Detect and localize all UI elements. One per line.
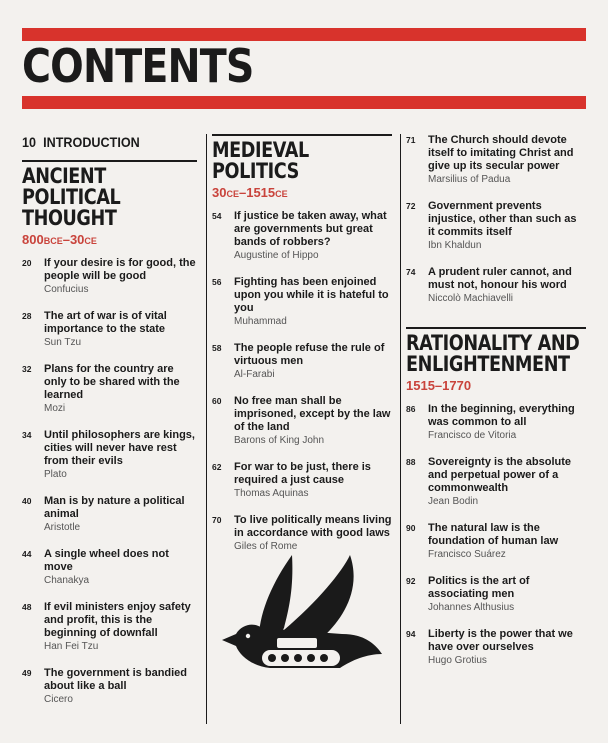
- toc-introduction[interactable]: 10 INTRODUCTION: [22, 134, 140, 150]
- page-number: 58: [212, 343, 222, 353]
- entry-list: [22, 257, 197, 706]
- page-number: 20: [22, 258, 32, 268]
- entry-author: Al-Farabi: [234, 369, 275, 380]
- page-number: 34: [22, 430, 32, 440]
- dove-wing-right: [284, 555, 354, 638]
- entry-author: Hugo Grotius: [428, 655, 487, 666]
- page-number: 70: [212, 515, 222, 525]
- column-ancient: [22, 134, 197, 720]
- section-header-medieval: [212, 134, 392, 200]
- entry-quote: If your desire is for good, the people will be good: [44, 257, 196, 282]
- page-number: 54: [212, 211, 222, 221]
- entry-author: Mozi: [44, 403, 66, 414]
- page-number: 32: [22, 364, 32, 374]
- entry-author: Muhammad: [234, 316, 287, 327]
- toc-entry[interactable]: [406, 522, 586, 561]
- entry-quote: The government is bandied about like a ball: [44, 667, 188, 692]
- page-title: CONTENTS: [22, 39, 254, 93]
- column-medieval: [212, 134, 392, 567]
- entry-quote: Man is by nature a political animal: [44, 495, 185, 520]
- entry-author: Francisco de Vitoria: [428, 430, 517, 441]
- bottom-red-bar: [22, 96, 586, 109]
- dove-eye: [246, 634, 250, 638]
- entry-author: Sun Tzu: [44, 337, 82, 348]
- toc-entry[interactable]: [22, 363, 197, 415]
- section-header-enlightenment: [406, 327, 586, 393]
- page-number: 40: [22, 496, 32, 506]
- entry-author: Chanakya: [44, 575, 90, 586]
- entry-author: Plato: [44, 469, 67, 480]
- page-number: 74: [406, 267, 416, 277]
- toc-entry[interactable]: [212, 342, 392, 381]
- entry-quote: The natural law is the foundation of human law: [428, 522, 559, 547]
- entry-quote: For war to be just, there is required a just cause: [234, 461, 371, 486]
- page-number: 60: [212, 396, 222, 406]
- entry-author: Giles of Rome: [234, 541, 298, 552]
- entry-author: Ibn Khaldun: [428, 240, 482, 251]
- column-divider: [400, 134, 401, 724]
- entry-quote: Plans for the country are only to be shared with the learned: [44, 363, 180, 401]
- toc-entry[interactable]: [22, 667, 197, 706]
- entry-quote: Politics is the art of associating men: [428, 575, 530, 600]
- entry-author: Marsilius of Padua: [428, 174, 511, 185]
- toc-entry[interactable]: [406, 266, 586, 305]
- entry-author: Francisco Suárez: [428, 549, 506, 560]
- entry-author: Cicero: [44, 694, 73, 705]
- entry-quote: If justice be taken away, what are governments but great bands of robbers?: [234, 210, 387, 248]
- section-title: ANCIENT POLITICAL THOUGHT: [22, 164, 121, 230]
- section-dates: 30CE–1515CE: [212, 185, 288, 200]
- entry-author: Niccolò Machiavelli: [428, 293, 514, 304]
- entry-quote: To live politically means living in accordance with good laws: [234, 514, 392, 539]
- entry-author: Thomas Aquinas: [234, 488, 309, 499]
- toc-entry[interactable]: [212, 276, 392, 328]
- section-dates: 1515–1770: [406, 378, 472, 393]
- page-number: 86: [406, 404, 416, 414]
- entry-author: Han Fei Tzu: [44, 641, 99, 652]
- toc-entry[interactable]: [22, 601, 197, 653]
- toc-entry[interactable]: [22, 257, 197, 296]
- page-number: 71: [406, 135, 416, 145]
- page-number: 28: [22, 311, 32, 321]
- page-number: 44: [22, 549, 32, 559]
- toc-entry[interactable]: [22, 310, 197, 349]
- page-number: 56: [212, 277, 222, 287]
- page-number: 94: [406, 629, 416, 639]
- toc-entry[interactable]: [406, 628, 586, 667]
- page-number: 49: [22, 668, 32, 678]
- entry-quote: A single wheel does not move: [44, 548, 169, 573]
- toc-entry[interactable]: [212, 514, 392, 553]
- section-header-ancient: [22, 160, 197, 247]
- entry-author: Barons of King John: [234, 435, 325, 446]
- toc-entry[interactable]: [22, 429, 197, 481]
- page-number: 72: [406, 201, 416, 211]
- entry-quote: If evil ministers enjoy safety and profit, this is the beginning of downfall: [44, 601, 191, 639]
- page-number: 62: [212, 462, 222, 472]
- toc-entry[interactable]: [406, 575, 586, 614]
- entry-quote: A prudent ruler cannot, and must not, honour his word: [428, 266, 572, 291]
- entry-quote: Until philosophers are kings, cities will never have rest from their evils: [44, 429, 195, 467]
- entry-list: [212, 210, 392, 553]
- toc-entry[interactable]: [212, 461, 392, 500]
- toc-entry[interactable]: [406, 403, 586, 442]
- entry-author: Aristotle: [44, 522, 81, 533]
- entry-quote: The art of war is of vital importance to the state: [44, 310, 167, 335]
- entry-author: Augustine of Hippo: [234, 250, 319, 261]
- entry-author: Confucius: [44, 284, 89, 295]
- column-divider: [206, 134, 207, 724]
- page-number: 92: [406, 576, 416, 586]
- entry-list: [406, 403, 586, 667]
- toc-entry[interactable]: [212, 395, 392, 447]
- toc-entry[interactable]: [22, 495, 197, 534]
- toc-entry[interactable]: [406, 134, 586, 186]
- entry-quote: Liberty is the power that we have over ourselves: [428, 628, 573, 653]
- section-title: RATIONALITY AND ENLIGHTENMENT: [406, 331, 580, 376]
- entry-quote: The people refuse the rule of virtuous men: [234, 342, 385, 367]
- dove-tank-illustration: [222, 550, 384, 700]
- page-number: 48: [22, 602, 32, 612]
- page-number: 90: [406, 523, 416, 533]
- entry-quote: Fighting has been enjoined upon you while it is hateful to you: [234, 276, 389, 314]
- page-number: 88: [406, 457, 416, 467]
- toc-entry[interactable]: [212, 210, 392, 262]
- entry-quote: In the beginning, everything was common to all: [428, 403, 575, 428]
- entry-list: [406, 134, 586, 305]
- entry-quote: The Church should devote itself to imitating Christ and give up its secular power: [428, 134, 574, 172]
- entry-quote: No free man shall be imprisoned, except by the law of the land: [234, 395, 391, 433]
- toc-entry[interactable]: [406, 200, 586, 252]
- entry-quote: Sovereignty is the absolute and perpetual power of a commonwealth: [428, 456, 572, 494]
- column-enlightenment: [406, 134, 586, 681]
- entry-author: Johannes Althusius: [428, 602, 515, 613]
- toc-entry[interactable]: [22, 548, 197, 587]
- entry-author: Jean Bodin: [428, 496, 479, 507]
- entry-quote: Government prevents injustice, other than such as it commits itself: [428, 200, 577, 238]
- section-title: MEDIEVAL POLITICS: [212, 138, 309, 183]
- toc-entry[interactable]: [406, 456, 586, 508]
- section-dates: 800BCE–30CE: [22, 232, 97, 247]
